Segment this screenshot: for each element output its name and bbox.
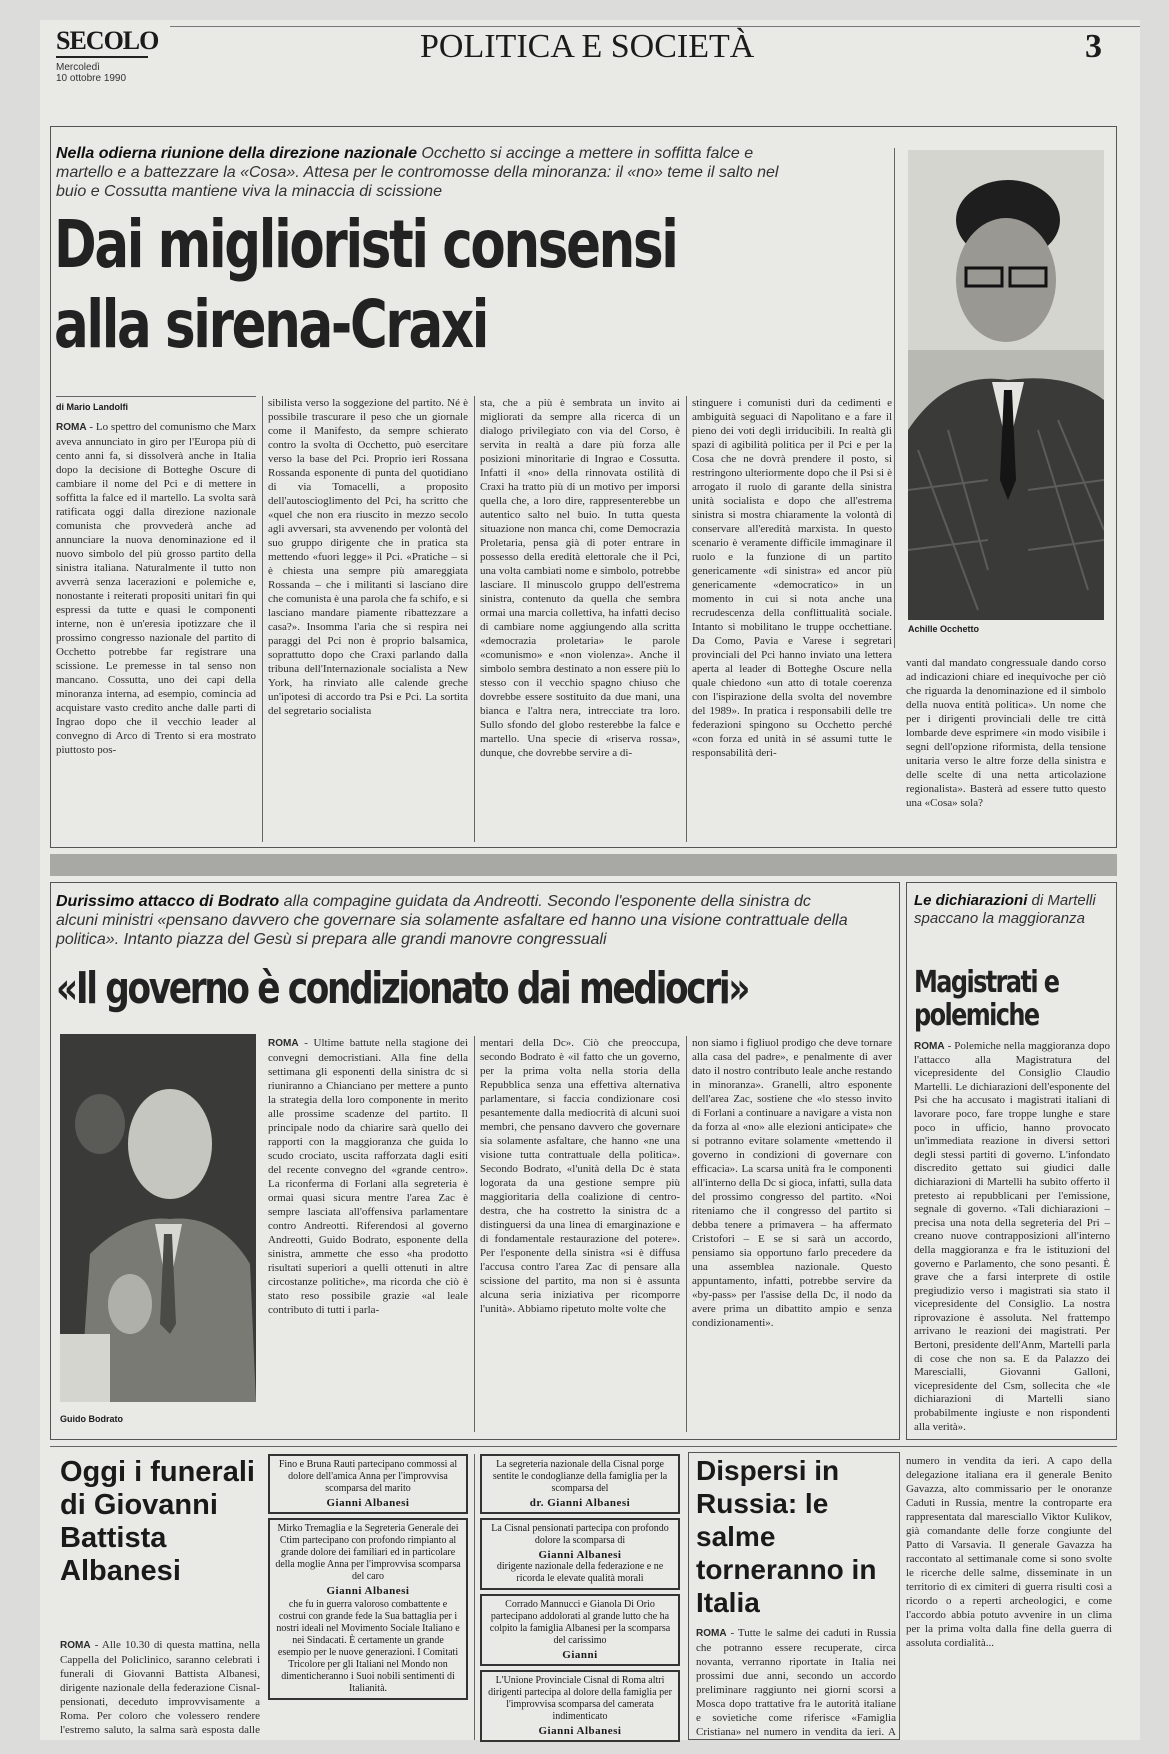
russia-body-continued (906, 1454, 1112, 1738)
occhetto-photo (908, 150, 1104, 620)
section-title: POLITICA E SOCIETÀ (420, 28, 755, 65)
notice-name: Gianni Albanesi (326, 1497, 410, 1509)
story2-dateline: ROMA (268, 1038, 299, 1049)
bodrato-photo (60, 1034, 256, 1402)
bodrato-caption: Guido Bodrato (60, 1414, 123, 1424)
notices-column-1 (268, 1454, 468, 1700)
page-number: 3 (1085, 28, 1102, 65)
notice-text: L'Unione Provinciale Cisnal di Roma altri dirigenti partecipa al dolore della famiglia per l'improvvisa scomparsa del camerata indimenticato (488, 1675, 672, 1722)
story2-column-2: mentari della Dc». Ciò che preoccupa, secondo Bodrato è «il fatto che un governo, per la prima volta nella storia della Repubblica senza una effettiva alternativa parlamentare, si faccia condizionare così pesantemente dalla mediocrità di alcuni suoi membri, che pensano davvero che governare sia solamente asfaltare, che hanno «ne una visione tutta contrattuale della politica». Secondo Bodrato, «l'unità della Dc è stata logorata da una gestione sempre più maggioritaria della coalizione di centro-destra, che ha costretto la sinistra dc a distinguersi da una linea di emarginazione e di fondamentale restaurazione del potere». Per l'esponente della sinistra «si è diffusa l'accusa contro l'area Zac di pensare alla scissione del partito, ma non si è assunta alcuna seria iniziativa per ricomporre l'unità». Abbiamo ripetuto molte volte che (480, 1037, 680, 1315)
sidebar-text: - Polemiche nella maggioranza dopo l'attacco alla Magistratura del vicepresidente del Consiglio Claudio Martelli. Le dichiarazioni dell'esponente del Psi che ha accusato i magistrati italiani di lavorare poco, fare troppe lunghe e stare poco in ufficio, hanno provocato un'immediata reazione in diversi settori degli stessi partiti di governo. L'infondato discredito gettato sui giudici dalle dichiarazioni di Martelli ha subito offerto il pretesto ai repubblicani per l'emissione, segnale di governo. «Tali dichiarazioni – precisa una nota della segreteria del Pri – creano nuove contrapposizioni all'interno della maggioranza e fra le istituzioni del governo e Parlamento, che sono pesanti. È grave che a farsi interprete di ostile pregiudizio verso i magistrati sia stato il vicepresidente del Consiglio. La nostra riprovazione è assoluta. Nel frattempo arrivano le reazioni dei magistrati. Per Bertoni, presidente dell'Anm, Martelli parla di cose che non sa. E da Palazzo dei Marescialli, Giovanni Galloni, vicepresidente del Csm, sollecita che «le dichiarazioni di Martelli siano probabilmente ingiuste e non rispondenti alla verità». (914, 1040, 1110, 1433)
story1-column-1 (56, 420, 256, 842)
notice-name: dr. Gianni Albanesi (529, 1497, 631, 1509)
story1-dateline: ROMA (56, 422, 87, 433)
condolence-notice (268, 1518, 468, 1700)
notice-text: Fino e Bruna Rauti partecipano commossi al dolore dell'amica Anna per l'improvvisa scomparsa del marito (278, 1459, 458, 1494)
condolence-notice (268, 1454, 468, 1514)
story1-kicker (56, 144, 786, 201)
sidebar-headline: Magistrati e polemiche (914, 965, 1059, 1033)
russia-headline: Dispersi in Russia: le salme torneranno in Italia (696, 1455, 877, 1618)
separator-band (50, 854, 1117, 876)
byline-rule (56, 396, 256, 397)
story1-headline-line1: Dai miglioristi consensi (54, 206, 677, 283)
notices-column-2 (480, 1454, 680, 1742)
story2-column-3: non siamo i figliuol prodigo che deve tornare alla casa del padre», e penalmente di aver dato il nostro contributo leale anche restando in minoranza». Granelli, altro esponente dell'area Zac, sostiene che «lo stesso invito di Forlani a continuare a navigare a vista non da forza al «no» alle elezioni anticipate» che si potranno evitare solamente «mettendo il governo in condizioni di governare con efficacia». La scarsa unità fra le componenti all'interno della Dc si gioca, infatti, sulla data del prossimo congresso del partito. «Noi riteniamo che il congresso del partito si debba tenere a primavera – ha affermato Cristofori – E se si sarà un accordo, pensiamo sia opportuno farlo precedere da una assemblea nazionale. Questo appuntamento, infatti, potrebbe servire da «by-pass» per l'assise della Dc, il nodo da avere prima un dibattito ampio e senza condizionamenti». (692, 1037, 892, 1329)
logo-rule (56, 56, 148, 58)
occhetto-caption: Achille Occhetto (908, 624, 980, 634)
funerals-headline: Oggi i funerali di Giovanni Battista Albanesi (60, 1456, 255, 1587)
column-divider (686, 1036, 687, 1432)
newspaper-page (40, 20, 1140, 1740)
condolence-notice (480, 1594, 680, 1666)
russia-text-continued: numero in vendita da ieri. A capo della delegazione italiana era il generale Benito Gavazza, alto commissario per le onoranze Caduti in Russia, mentre la controparte era rappresentata dal maresciallo Viktor Kulikov, già comandante delle forze congiunte del Patto di Varsavia. Il generale Gavazza ha raccontato al settimanale come si sono svolte le ricerche delle salme, disseminate in un territorio di ex cimiteri di guerra risulti così a ricordo o a reperti archeologici, e come l'accordo abbia potuto avvenire in un clima per la prima volta dalla fine della guerra di assoluta cordialità... (906, 1455, 1112, 1649)
notice-text: Corrado Mannucci e Gianola Di Orio partecipano addolorati al grande lutto che ha colpito la famiglia Albanesi per la scomparsa del carissimo (489, 1599, 671, 1646)
russia-body-start (696, 1626, 896, 1736)
russia-dateline: ROMA (696, 1628, 727, 1639)
newspaper-logo: SECOLO (56, 26, 159, 55)
notice-text: La Cisnal pensionati partecipa con profondo dolore la scomparsa di (491, 1523, 669, 1546)
photo-divider (894, 148, 895, 648)
bodrato-portrait-image (60, 1034, 256, 1402)
story2-kicker (56, 892, 856, 949)
sidebar-kicker (914, 892, 1110, 928)
top-rule (170, 26, 1140, 27)
notice-name: Gianni Albanesi (538, 1725, 622, 1737)
condolence-notice (480, 1670, 680, 1742)
notice-name: Gianni (562, 1649, 598, 1661)
notice-text: dirigente nazionale della federazione e ne ricorda le elevate qualità morali (496, 1561, 664, 1584)
masthead-date-text: 10 ottobre 1990 (56, 73, 127, 84)
funerals-body (60, 1638, 260, 1738)
story2-col1-text: - Ultime battute nella stagione dei convegni democristiani. Alla fine della settimana gli esponenti della sinistra dc si riuniranno a Chianciano per mettere a punto la strategia della loro componente in merito alle prossime scadenze del partito. Il principale nodo da chiarire sarà quello dei rapporti con la maggioranza che guida lo scudo crociato, uscita rafforzata dagli esiti del recente convegno del «grande centro». La riconferma di Forlani alla segreteria è ormai quasi sicura mentre l'area Zac è sempre lasciata all'offensiva parlamentare contro Andreotti. Riferendosi al governo Andreotti, Guido Bodrato, esponente della sinistra, ammette che esso «ha prodotto risultati superiori a quelli ottenuti in altre circostanze politiche», ma ricorda che ciò è stato reso possibile grazie «al leale contributo di tutti i parla- (268, 1037, 468, 1316)
story1-col1-text: - Lo spettro del comunismo che Marx aveva annunciato in giro per l'Europa più di cento anni fa, si dissolverà anche in Italia dopo la decisione di Botteghe Oscure di cambiare il nome del Pci e di mettere in soffitta la falce ed il martello. La svolta sarà ratificata oggi dalla direzione nazionale comunista che provvederà anche ad annunciare la nuova denominazione ed il nuovo simbolo del più grosso partito della sinistra italiana. Naturalmente il tutto non avverrà senza lacerazioni e polemiche e, nonostante i reiterati propositi unitari fin qui espressi da tutte e quasi le componenti interne, non è un'eresia ipotizzare che il prossimo congresso nazionale del partito di Occhetto potrebbe far registrare una scissione. Le premesse in tal senso non mancano. Cossutta, uno dei capi della minoranza interna, ad esempio, comincia ad acquistare vasto credito anche dalle parti di Ingrao dopo che il vecchio leader al convegno di Arco di Trento si era mostrato piuttosto pos- (56, 421, 256, 756)
story2-kicker-rest: alla compagine guidata da Andreotti. Secondo l'esponente della sinistra dc alcuni ministri «pensano davvero che governare sia solamente asfaltare ed hanno una visione contrattuale della politica». Intanto piazza del Gesù si prepara alle grandi manovre congressuali (56, 893, 848, 948)
masthead-day: Mercoledì (56, 62, 100, 73)
story1-column-4: stinguere i comunisti duri da cedimenti e ambiguità seguaci di Napolitano e a fare il pieno dei voti degli irriducibili. In realtà gli spazi di agibilità politica per il Pci e per la Cosa che ne dovrà prendere il posto, si restringono ulteriormente dopo che il Psi si è arrogato il ruolo di garante della sinistra unità socialista e dopo che all'estrema sinistra si mostra chiaramente la volontà di conservare all'eredità marxista. In questo scenario è veramente difficile immaginare il ruolo e la funzione di un partito genericamente «di sinistra» ed ancor più genericamente «democratico» in un momento in cui si nota anche una recrudescenza della conflittualità sociale. Intanto si mobilitano le truppe occhettiane. Da Como, Pavia e Varese i segretari provinciali del Pci hanno inviato una lettera aperta al leader di Botteghe Oscure nella quale chiedono «un atto di totale coerenza con l'ispirazione della svolta del novembre del 1989». In pratica i responsabili delle tre federazioni spingono su Occhetto perché «con forza ed unità in sé assumi tutte le responsabilità deri- (692, 397, 892, 759)
story2-kicker-lead: Durissimo attacco di Bodrato (56, 893, 280, 910)
funerals-dateline: ROMA (60, 1640, 91, 1651)
notice-text: che fu in guerra valoroso combattente e costruì con grande fede la Sua battaglia per i nostri ideali nel Movimento Sociale Italiano e nei Sindacati. È certamente un grande esempio per le nuove generazioni. I Comitati Tricolore per gli Italiani nel Mondo non dimenticheranno i Suoi nobili sentimenti di Italianità. (276, 1599, 460, 1694)
story1-headline-line2: alla sirena-Craxi (54, 286, 488, 363)
story1-byline: di Mario Landolfi (56, 402, 128, 412)
column-divider (262, 396, 263, 842)
notice-text: La segreteria nazionale della Cisnal porge sentite le condoglianze della famiglia per la scomparsa del (492, 1459, 668, 1494)
occhetto-portrait-image (908, 150, 1104, 620)
sidebar-kicker-lead: Le dichiarazioni (914, 892, 1028, 909)
story1-kicker-rest: Occhetto si accinge a mettere in soffitta falce e martello e a battezzare la «Cosa». Attesa per le contromosse della minoranza: il «no» teme il salto nel buio e Cossutta mantiene viva la minaccia di scissione (56, 145, 779, 200)
column-divider (474, 396, 475, 842)
funerals-text: - Alle 10.30 di questa mattina, nella Cappella del Policlinico, saranno celebrati i funerali di Giovanni Battista Albanesi, dirigente nazionale della federazione Cisnal-pensionati, deceduto improvvisamente a Roma. Per coloro che volessero rendere l'estremo saluto, la salma sarà esposta dalle (60, 1639, 260, 1736)
sidebar-kicker-rest: di Martelli spaccano la maggioranza (914, 892, 1096, 927)
story1-column-5: vanti dal mandato congressuale dando corso ad indicazioni chiare ed inequivoche per ciò che riguarda la denominazione ed il simbolo della nuova entità politica». Un nome che per i dirigenti provinciali delle tre città lombarde deve esprimere «in modo visibile i segni dell'opzione riformista, della tensione unitaria verso le altre forze della sinistra e delle scelte di una netta articolazione regionalista». Basterà ad essere tutto questo una «Cosa» sola? (906, 657, 1106, 809)
condolence-notice (480, 1518, 680, 1590)
notice-name: Gianni Albanesi (538, 1549, 622, 1561)
bottom-rule (50, 1446, 1117, 1447)
story1-kicker-lead: Nella odierna riunione della direzione nazionale (56, 145, 417, 162)
story2-headline: «Il governo è condizionato dai mediocri» (56, 963, 749, 1014)
column-divider (474, 1454, 475, 1740)
column-divider (474, 1036, 475, 1432)
notice-text: Mirko Tremaglia e la Segreteria Generale dei Ctim partecipano con profondo rimpianto al grande dolore dei familiari ed in particolare della moglie Anna per l'improvvisa scomparsa del caro (275, 1523, 461, 1582)
story1-column-2: sibilista verso la soggezione del partito. Né è possibile trascurare il peso che un giornale come il Manifesto, da sempre schierato contro la svolta di Occhetto, può esercitare verso la base del Pci. Proprio ieri Rossana Rossanda esponente di punta del quotidiano di via Tomacelli, a proposito dell'autoscioglimento del Pci, ha scritto che «quel che non era riuscito in mezzo secolo agli avversari, sta avvenendo per volontà del suo gruppo dirigente che in pratica sta mettendo «fuori legge» il Pci. «Pratiche – si è chiesta una sempre più amareggiata Rossanda – che i militanti si lasciano dire che comunista è una parola che fa schifo, e si lasciano mandare piamente ribattezzare a casa?». Insomma l'aria che si respira nei paraggi del Pci non è proprio balsamica, soprattutto dopo che Craxi parlando dalla tribuna dell'Internazionale socialista a New York, ha rinviato alle calende greche un'ipotesi di accordo tra Psi e Pci. La sortita del segretario socialista (268, 397, 468, 717)
notice-name: Gianni Albanesi (326, 1585, 410, 1597)
story2-column-1 (268, 1036, 468, 1432)
masthead-date (56, 62, 126, 84)
column-divider (686, 396, 687, 842)
sidebar-dateline: ROMA (914, 1041, 945, 1052)
story1-column-3: sta, che a più è sembrata un invito ai migliorati da sempre alla ricerca di un dialogo privilegiato con via del Corso, è servita in realtà a dare più forza alle posizioni minoritarie di Ingrao e Cossutta. Infatti il «no» della rinnovata ostilità di Craxi ha tratto più di un motivo per imporsi quella che, a loro dire, rappresenterebbe un autentico salto nel buio. In tutta questa situazione non manca chi, come Democrazia Proletaria, pensa già di poter entrare in possesso della eredità elettorale che il Pci, una volta cambiati nome e simbolo, potrebbe lasciare. Il minuscolo gruppo dell'estrema sinistra, contenuto da quella che sembra ormai una marcia collettiva, ha infatti deciso di cambiare nome aggiungendo alla scritta «democrazia proletaria» le parole «comunismo» e «non violenza». Anche il simbolo sembra destinato a non essere più lo stesso con il vecchio spagno chiuso che dovrebbe essere sostituito da due mani, una bianca e l'altra nera, intrecciate tra loro. Sullo sfondo del globo resterebbe la falce e martello. Una specie di «riserva rossa», dunque, che dovrebbe servire a di- (480, 397, 680, 759)
condolence-notice (480, 1454, 680, 1514)
russia-text: - Tutte le salme dei caduti in Russia che potranno essere recuperate, circa novanta, verranno riportate in Italia nei prossimi due anni, secondo un accordo preliminare raggiunto nei giorni scorsi a Mosca dopo trattative fra le autorità italiane e sovietiche come riferisce «Famiglia Cristiana» nel numero in vendita da ieri. A (696, 1627, 896, 1736)
sidebar-body (914, 1040, 1110, 1434)
